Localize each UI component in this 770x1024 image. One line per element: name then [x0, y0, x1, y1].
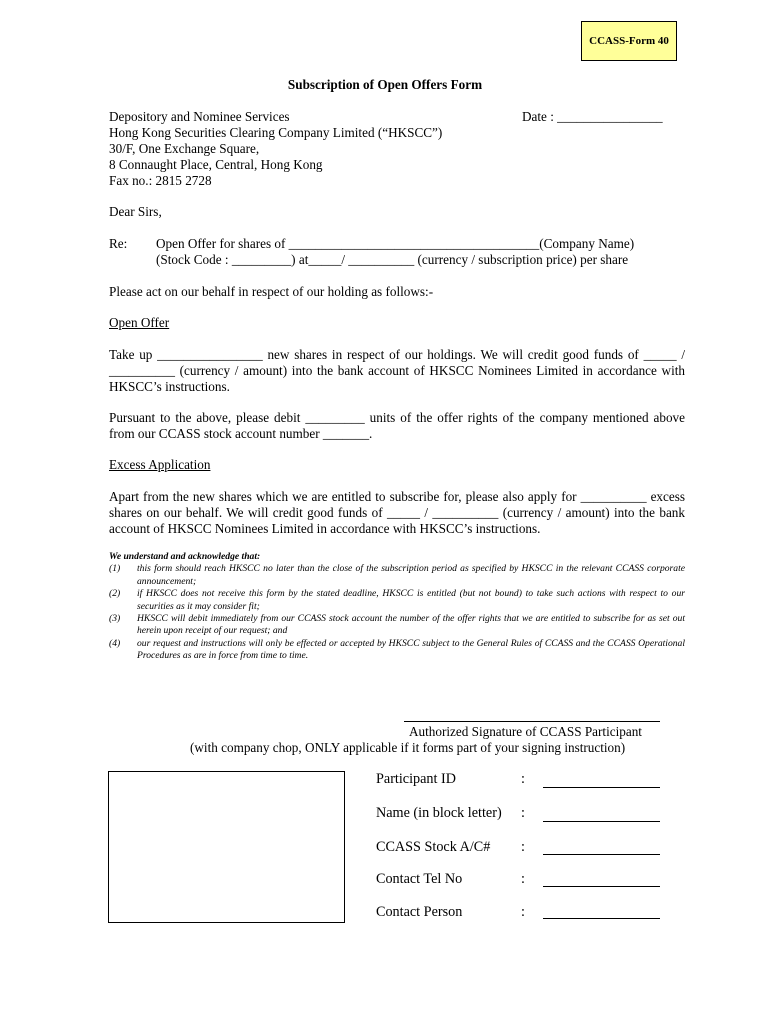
- stock-account-label: CCASS Stock A/C#: [376, 839, 491, 855]
- acknowledgement-item: [109, 588, 685, 613]
- name-label: Name (in block letter): [376, 805, 502, 821]
- excess-application-heading: Excess Application: [109, 457, 211, 472]
- acknowledgement-item: [109, 638, 685, 663]
- open-offer-heading: Open Offer: [109, 315, 170, 330]
- item-number: (1): [109, 563, 121, 575]
- field-colon: :: [521, 904, 525, 920]
- acknowledgement-heading: We understand and acknowledge that:: [109, 551, 261, 562]
- signature-label: Authorized Signature of CCASS Participant: [409, 724, 642, 739]
- date-field[interactable]: Date : ________________: [522, 109, 663, 124]
- contact-person-label: Contact Person: [376, 904, 463, 920]
- open-offer-paragraph-take-up[interactable]: Take up ________________ new shares in respect of our holdings. We will credit good funds of _____ / __________ (currency / amount) into the bank account of HKSCC Nominees Limited in accordance with HKSCC’s instructions.: [109, 347, 685, 394]
- signature-line[interactable]: [404, 721, 660, 722]
- item-text: if HKSCC does not receive this form by the stated deadline, HKSCC is entitled (but not bound) to take such actions with respect to our securities as it may consider fit;: [137, 588, 685, 612]
- open-offer-paragraph-debit[interactable]: Pursuant to the above, please debit _________ units of the offer rights of the company mentioned above from our CCASS stock account number _______.: [109, 410, 685, 441]
- item-number: (4): [109, 637, 121, 649]
- item-text: this form should reach HKSCC no later than the close of the subscription period as specified by HKSCC in the relevant CCASS corporate announcement;: [137, 563, 685, 587]
- acknowledgement-item: [109, 613, 685, 638]
- excess-application-paragraph[interactable]: Apart from the new shares which we are entitled to subscribe for, please also apply for __________ excess shares on our behalf. We will credit good funds of _____ / __________ (currency / amount) into the bank account of HKSCC Nominees Limited in accordance with HKSCC’s instructions.: [109, 489, 685, 536]
- address-line: Hong Kong Securities Clearing Company Limited (“HKSCC”): [109, 125, 443, 140]
- page-title: Subscription of Open Offers Form: [287, 77, 483, 92]
- item-text: our request and instructions will only be effected or accepted by HKSCC subject to the General Rules of CCASS and the CCASS Operational Procedures as are in force from time to time.: [137, 637, 685, 662]
- participant-id-field[interactable]: [543, 787, 660, 788]
- stock-account-field[interactable]: [543, 854, 660, 855]
- salutation: Dear Sirs,: [109, 204, 162, 219]
- field-colon: :: [521, 871, 525, 887]
- re-line-stock-code[interactable]: (Stock Code : _________) at_____/ __________ (currency / subscription price) per share: [156, 252, 629, 267]
- item-number: (2): [109, 588, 121, 600]
- participant-id-label: Participant ID: [376, 771, 456, 787]
- contact-person-field[interactable]: [543, 918, 660, 919]
- contact-tel-field[interactable]: [543, 886, 660, 887]
- item-number: (3): [109, 613, 121, 625]
- item-text: HKSCC will debit immediately from our CCASS stock account the number of the offer rights that we are entitled to subscribe for as set out herein upon receipt of our request; and: [137, 613, 685, 637]
- field-colon: :: [521, 771, 525, 787]
- name-field[interactable]: [543, 821, 660, 822]
- contact-tel-label: Contact Tel No: [376, 871, 463, 887]
- recipient-address: [109, 109, 442, 189]
- acknowledgement-item: [109, 563, 685, 588]
- address-line: 8 Connaught Place, Central, Hong Kong: [109, 157, 323, 172]
- re-label: Re:: [109, 236, 128, 251]
- address-line: Depository and Nominee Services: [109, 109, 290, 124]
- signature-note: (with company chop, ONLY applicable if it forms part of your signing instruction): [190, 740, 626, 755]
- address-line: Fax no.: 2815 2728: [109, 173, 212, 188]
- company-chop-box[interactable]: [108, 771, 345, 923]
- instruction-text: Please act on our behalf in respect of our holding as follows:-: [109, 284, 434, 299]
- field-colon: :: [521, 839, 525, 855]
- address-line: 30/F, One Exchange Square,: [109, 141, 260, 156]
- acknowledgement-section: [109, 551, 685, 663]
- form-number-badge: CCASS-Form 40: [581, 21, 677, 61]
- field-colon: :: [521, 805, 525, 821]
- re-line-company[interactable]: Open Offer for shares of ______________________________________(Company Name): [156, 236, 635, 251]
